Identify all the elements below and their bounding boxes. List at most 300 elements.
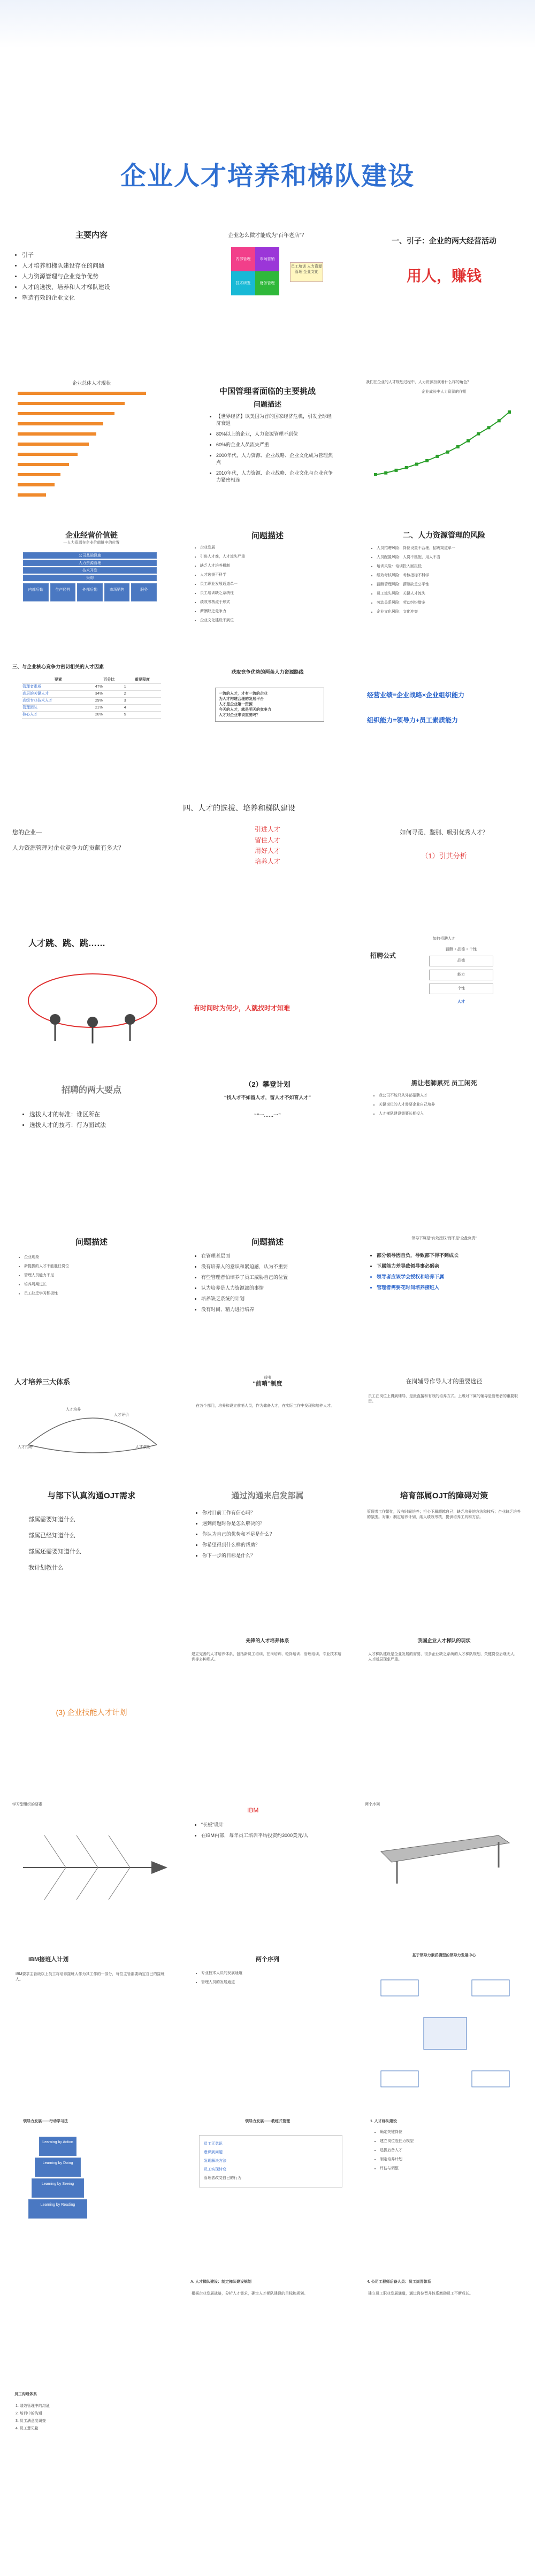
value-chain-box: 服务: [131, 583, 157, 601]
slide-body: 根据企业发展战略，分析人才需求，确定人才梯队建设的目标和规划。: [192, 2292, 308, 2296]
list-item: • 2010年代，人力资源、企业战略、企业文化与企业竞争力紧密相连: [216, 470, 336, 484]
slide-recruit-points: [7, 1076, 176, 1193]
slide-heading: 中国管理者面临的主要挑战: [219, 387, 316, 396]
table-header-row: [22, 677, 161, 684]
system-node: 人才激励: [135, 1445, 150, 1449]
slide-heading: 学习型组织的要素: [12, 1803, 42, 1807]
question-text: 企业怎么做才能成为“百年老店”？: [228, 233, 307, 239]
slide-problem-2: [7, 1225, 176, 1365]
list-item: • 选拔人才的标准：谁区所在: [29, 1111, 176, 1118]
slide-body: 建立员工职业发展通道，通过岗位晋升体系激励员工不断成长。: [368, 2292, 473, 2296]
data-point: [456, 445, 460, 448]
system-node: 人才培养: [66, 1408, 81, 1412]
slide-heading: “前哨”制度: [253, 1381, 282, 1387]
question-text: 如何寻觅、鉴别、吸引优秀人才？: [400, 829, 488, 836]
slide-heading: 1. 人才梯队建设: [370, 2120, 397, 2123]
value-chain-bottom: [23, 583, 157, 601]
slide-heading: 招聘公式: [370, 952, 396, 959]
slide-body: 建立完善的人才培养体系，包括新员工培训、在岗培训、轮岗培训、管理培训、专业技术培训等多种形式。: [192, 1652, 341, 1662]
slide-talent-status: [7, 375, 176, 499]
list-item: 部属已经知道什么: [28, 1533, 75, 1539]
slide-boss-tired: [360, 1076, 529, 1193]
list-item: 为人才构建合理的发展平台: [219, 697, 264, 701]
slide-heading: 领导力发展——行动学习法: [23, 2120, 68, 2123]
table-cell: 21%: [95, 706, 103, 710]
quadrant-label: 市场营销: [259, 257, 275, 261]
sequence-list: [195, 1971, 343, 1985]
slide-heading: 我国企业人才梯队的现状: [417, 1638, 471, 1643]
list-item: • 人才的选拔、培养和人才梯队建设: [22, 284, 176, 291]
cycle-item: 用好人才: [254, 847, 280, 855]
slide-leadership-center: [360, 1948, 529, 2108]
list-item: • 建立岗位胜任力模型: [380, 2139, 520, 2144]
bar: [18, 392, 146, 395]
leadership-model-diagram: [376, 1975, 515, 2092]
slide-hr-route: [183, 658, 352, 783]
slide-heading: 两个序列: [256, 1956, 279, 1963]
formula-line: 组织能力=领导力+员工素质能力: [367, 717, 458, 724]
page-title: 企业人才培养和梯队建设: [120, 162, 415, 190]
side-note: 员工培训 人力资源管理 企业文化: [290, 262, 323, 282]
column-header: 要素: [54, 678, 62, 682]
value-chain-box: 采购: [23, 575, 157, 581]
slide-hr-risk: [360, 519, 529, 644]
slide-formula: [360, 658, 529, 783]
slide-coaching: [183, 2114, 352, 2263]
data-point: [477, 432, 480, 436]
table-cell: 20%: [95, 713, 103, 717]
recruit-points-list: [23, 1111, 176, 1129]
column-header: 重要程度: [134, 678, 150, 682]
route-box: [215, 688, 324, 722]
slide-contents: [7, 225, 176, 349]
list-item: • 绩效考核风险：考核指标不科学: [377, 573, 520, 578]
problem-list: [18, 1255, 165, 1297]
list-item: 今天的人才，就是明天的竞争力: [219, 708, 271, 712]
learning-level: Learning by Reading: [28, 2199, 87, 2219]
slide-challenges: [183, 375, 352, 499]
data-point: [446, 451, 449, 454]
slide-heading: 问题描述: [251, 531, 284, 540]
list-item: 一流的人才，才有一流的企业: [219, 692, 268, 696]
slide-learning-org: [7, 1798, 176, 1937]
slide-body: 有时间时为何少，人就找时才知难: [194, 1004, 291, 1012]
challenge-list: [210, 413, 336, 484]
data-point: [487, 426, 491, 429]
quadrant-label: 技术研发: [235, 281, 251, 285]
slide-heading: 三、与企业核心竞争力密切相关的人才因素: [12, 664, 104, 669]
list-item: • 培训风险：培训投入回报低: [377, 564, 520, 569]
slide-intro: [360, 225, 529, 349]
list-item: • 制定培养计划: [380, 2157, 520, 2162]
list-item: 人才是企业第一资源: [219, 703, 253, 706]
problem-list: [195, 1253, 341, 1313]
bar-chart: [18, 391, 157, 499]
learning-level: Learning by Action: [39, 2137, 77, 2156]
slide-echelon-plan: [183, 2274, 352, 2381]
slide-heading: IBM接班人计划: [28, 1956, 69, 1963]
echelon-list: [373, 2130, 520, 2171]
answer-text: （1）引其分析: [421, 852, 467, 860]
chart-title: 企业成长中人力资源的作用: [422, 390, 467, 394]
list-item: 1. 绩效管理中的沟通: [16, 2404, 50, 2408]
slide-label: 前哨: [264, 1376, 271, 1380]
slide-heading: IBM: [247, 1807, 259, 1814]
table-cell: 核心人才: [22, 713, 37, 717]
list-item: • 没有时间、精力进行培养: [201, 1306, 341, 1313]
ojt-list: [28, 1512, 176, 1576]
table-row: [22, 705, 161, 712]
slide-body: 人力资源管理对企业竞争力的贡献有多大？: [12, 845, 124, 851]
list-item: 部属需要知道什么: [28, 1516, 75, 1523]
list-item: • 员工流失风险：关键人才流失: [377, 591, 520, 597]
slide-heading: 一、引子：企业的两大经营活动: [392, 237, 496, 245]
jumping-people-illustration: [12, 969, 173, 1049]
table-cell: 1: [124, 685, 126, 689]
data-point: [374, 473, 377, 476]
list-item: • 企业现象: [24, 1255, 165, 1260]
slide-heading: 主要内容: [75, 231, 108, 240]
slide-job-hopping: [7, 910, 176, 1070]
list-item: • 评估与调整: [380, 2166, 520, 2171]
data-point: [425, 459, 429, 462]
table-cell: 4: [124, 706, 126, 710]
table-cell: 高层的关键人才: [22, 692, 49, 696]
slide-heading: 黑让老師累死 员工闲死: [411, 1079, 477, 1087]
list-item: • 在管理者层面: [201, 1253, 341, 1260]
bar: [18, 463, 69, 466]
slide-delegation: [360, 1225, 529, 1365]
slide-heading: 领导下属是“有效授权”而不是“全盘负责”: [411, 1237, 477, 1240]
list-item: • 80%以上的企业，人力资源管理不到位: [216, 431, 336, 438]
list-item: • 绩效考核流于形式: [200, 600, 341, 605]
list-item: • 部分领导因自负，导致部下得不到成长: [377, 1252, 520, 1259]
formula-box: 能力: [429, 970, 493, 980]
list-item: • 缺乏人才培养机制: [200, 563, 341, 569]
value-chain-box: 外部后勤: [77, 583, 103, 601]
cycle-item: 留住人才: [254, 836, 280, 844]
section-heading: 四、人才的选拔、培养和梯队建设: [183, 804, 295, 812]
slide-heading: 获取竞争优势的两条人力资源路线: [231, 669, 304, 675]
list-item: • 企业文化建设不到位: [200, 618, 341, 623]
slide-heading: 基于领导力素质模型的领导力发展中心: [412, 1954, 476, 1957]
list-item: • 管理者需要花时间培养接班人: [377, 1284, 520, 1291]
slide-problem-3: [183, 1225, 352, 1365]
slogan: 用人，赚钱: [406, 268, 482, 284]
slide-heading: 员工沟通体系: [14, 2392, 37, 2396]
bar: [18, 432, 96, 436]
list-item: • 60%的企业人员流失严重: [216, 441, 336, 448]
learning-level: Learning by Seeing: [32, 2178, 84, 2198]
slide-problem-description: [183, 519, 352, 644]
slide-ibm: [183, 1798, 352, 1937]
coaching-steps: [199, 2135, 342, 2188]
list-item: 我计划教什么: [28, 1565, 64, 1571]
slide-heading: 培育部属OJT的障碍对策: [400, 1491, 488, 1500]
value-chain-box: 内部后勤: [23, 583, 49, 601]
quadrant-label: 内部管理: [235, 257, 251, 261]
contents-list: [16, 252, 176, 302]
bar: [18, 493, 46, 497]
data-point: [467, 439, 470, 443]
bar: [18, 422, 103, 425]
table-cell: 34%: [95, 692, 103, 696]
list-item: • 劳动关系风险：劳动纠纷增多: [377, 600, 520, 606]
value-chain-box: 技术开发: [23, 567, 157, 574]
list-item: • 你对目前工作有信心吗？: [202, 1510, 341, 1516]
list-item: • 人员配置风险：人岗不匹配，用人不当: [377, 555, 520, 560]
data-point: [415, 463, 418, 466]
list-item: • 引子: [22, 252, 176, 259]
caption: 我们在企业的人才规划过程中，人力资源扮演着什么样的角色？: [366, 380, 471, 384]
value-chain-top: [23, 551, 157, 582]
slide-ojt-needs: [7, 1482, 176, 1621]
communication-list: [196, 1510, 341, 1559]
list-item: • 薪酬管理风险：薪酬缺乏公平性: [377, 582, 520, 588]
slide-heading: 人才培养三大体系: [14, 1378, 71, 1386]
list-item: • 选拔人才的技巧：行为面试法: [29, 1122, 176, 1129]
learning-level: Learning by Doing: [35, 2158, 81, 2177]
data-point: [435, 455, 439, 458]
list-item: • 塑造有效的企业文化: [22, 295, 176, 302]
boss-list: [372, 1093, 518, 1117]
list-item: • 专业技术人员的发展通道: [201, 1971, 343, 1976]
list-item: • 认为培养是人力资源部的事情: [201, 1285, 341, 1292]
slide-heading: 通过沟通来启发部属: [231, 1491, 304, 1500]
data-point: [498, 419, 501, 422]
slide-heading: (3) 企业技能人才计划: [56, 1708, 127, 1717]
slide-three-systems: [7, 1370, 176, 1477]
formula-line: 经营业绩=企业战略×企业组织能力: [367, 691, 465, 699]
slide-heading: 人才跳、跳、跳……: [28, 939, 106, 948]
slide-body: 员工在岗位上得到辅导，是最直接和有效的培养方式。上级对下属的辅导是管理者的重要职责。: [368, 1394, 518, 1404]
list-item: • 培养周期过长: [24, 1282, 165, 1287]
slide-heading: 与部下认真沟通OJT需求: [47, 1491, 136, 1500]
list-item: • 【世界经济】以美国为首的国家经济危机，引发全球经济衰退: [216, 413, 336, 427]
list-item: • 管理人员能力不足: [24, 1273, 165, 1278]
slide-echelon-status: [360, 1632, 529, 1793]
slide-outpost: [183, 1370, 352, 1477]
system-node: 人才评价: [114, 1413, 129, 1417]
slide-heading: （2）攀登计划: [244, 1080, 291, 1088]
slide-quote: “找人才不如留人才，留人才不如育人才”: [224, 1095, 311, 1100]
slide-attract: [360, 819, 529, 883]
slide-subheading: 问题描述: [253, 400, 281, 408]
slide-bench-image: [360, 1798, 529, 1937]
table-cell: 高级专业技术人才: [22, 699, 52, 703]
list-item: • 企业发展: [200, 545, 341, 551]
list-item: 部属还需要知道什么: [28, 1549, 81, 1555]
table-cell: 管理者素质: [22, 685, 41, 689]
slide-recruit-formula: [360, 910, 529, 1070]
long-table-illustration: [376, 1830, 515, 1894]
slide-communication: [183, 1482, 352, 1621]
list-item: • 人员招聘风险：岗位设置不合理，招聘渠道单一: [377, 546, 520, 551]
cycle-item: 培养人才: [254, 858, 280, 865]
system-node: 人才招聘: [18, 1445, 33, 1449]
value-chain-box: 人力资源管理: [23, 560, 157, 566]
list-item: • 下属能力差导致领导事必躬亲: [377, 1263, 520, 1270]
slide-subheading: —人力资源在企业价值链中的位置: [63, 541, 120, 545]
list-item: • 员工培训缺乏系统性: [200, 591, 341, 596]
slide-your-company: [7, 819, 176, 883]
growth-chart-svg: [370, 407, 515, 487]
slide-climb-plan: [183, 1076, 352, 1193]
slide-heading: 二、人力资源管理的风险: [403, 531, 485, 539]
slide-onjob-coaching: [360, 1370, 529, 1477]
list-item: • 领导者应该学会授权和培养下属: [377, 1274, 520, 1281]
page-header-band: [0, 0, 535, 48]
list-item: • 薪酬缺乏竞争力: [200, 609, 341, 614]
quadrant-grid: [231, 247, 279, 295]
list-item: • 你认为自己的优势和不足是什么？: [202, 1531, 341, 1538]
communication-system-list: [16, 2403, 167, 2433]
slide-heading: 4. 公司工程师后备人员：员工岗晋体系: [367, 2280, 431, 2284]
fishbone-diagram: [12, 1814, 173, 1921]
ibm-list: [195, 1822, 343, 1839]
data-point: [394, 469, 398, 472]
problem-list: [194, 545, 341, 623]
bar: [18, 412, 114, 415]
column-header: 百分比: [103, 678, 115, 682]
list-item: 3. 员工满意度调查: [16, 2419, 46, 2423]
bar: [18, 473, 60, 476]
slide-heading: 领导力发展——教练式管理: [245, 2120, 290, 2123]
bar: [18, 402, 125, 405]
list-item: 发现解决方法: [204, 2159, 226, 2163]
slide-talent-cycle: [183, 819, 352, 883]
list-item: 员工无意识: [204, 2142, 223, 2146]
table-cell: 5: [124, 713, 126, 717]
data-point: [384, 471, 387, 475]
data-point: [508, 410, 511, 414]
system-cycle-diagram: [18, 1402, 167, 1461]
list-item: • 你希望得到什么样的帮助？: [202, 1542, 341, 1549]
slide-value-chain: [7, 519, 176, 644]
list-item: • 人才梯队建设需要长期投入: [379, 1111, 518, 1117]
formula-label: 如何招聘人才: [433, 937, 455, 941]
table-cell: 29%: [95, 699, 103, 703]
slide-growth-chart: [360, 375, 529, 499]
list-item: • 遇到问题时你是怎么解决的？: [202, 1520, 341, 1527]
slide-body: 管理者工作繁忙，没有时间培养；担心下属超越自己；缺乏培养的方法和技巧；企业缺乏培养的氛围。对策：制定培养计划，纳入绩效考核，提供培养工具和方法。: [367, 1510, 521, 1519]
list-item: 4. 员工意见箱: [16, 2427, 39, 2430]
value-chain-box: 公司基础设施: [23, 552, 157, 559]
table-row: [22, 698, 161, 705]
slide-body: 在各个部门，培养和设立前哨人员，作为储备人才，在实际工作中发现和培养人才。: [196, 1404, 334, 1408]
list-item: • 关键岗位的人才需要企业自己培养: [379, 1102, 518, 1108]
list-item: • 我公司不能只从外部招聘人才: [379, 1093, 518, 1099]
list-item: • “长板”设计: [201, 1822, 343, 1828]
formula-result: 人才: [457, 1000, 465, 1004]
list-item: • 选拔后备人才: [380, 2148, 520, 2153]
list-item: • 管理人员的发展通道: [201, 1980, 343, 1985]
list-item: • 培养缺乏系统的计划: [201, 1295, 341, 1302]
list-item: 人才对企业来说重要吗？: [219, 713, 260, 717]
list-item: 2. 培训中的沟通: [16, 2412, 42, 2415]
risk-list: [370, 546, 520, 615]
slide-action-learning: [7, 2114, 176, 2263]
slide-two-sequences: [183, 1948, 352, 2108]
bar: [18, 483, 55, 486]
formula-diagram: [429, 947, 493, 1005]
slide-heading: A. 人才梯队建设：制定梯队建设规划: [190, 2280, 251, 2284]
bar: [18, 443, 89, 446]
table-cell: 3: [124, 699, 126, 703]
series-line: [376, 412, 509, 475]
table-cell: 47%: [95, 685, 103, 689]
slide-skill-plan: [7, 1632, 176, 1793]
list-item: • 人才选拔不科学: [200, 573, 341, 578]
learning-pyramid: [28, 2135, 87, 2220]
value-chain-box: 生产经营: [50, 583, 76, 601]
list-item: • 引进人才难，人才流失严重: [200, 554, 341, 560]
table-row: [22, 684, 161, 691]
table-row: [22, 712, 161, 719]
slide-body: IBM要求主管级以上员工将培养接班人作为其工作的一部分，每位主管都要确定自己的接班人。: [16, 1972, 165, 1981]
slide-heading: 企业经营价值链: [65, 531, 118, 539]
slide-body: 人才梯队建设是企业发展的需要，很多企业缺乏系统的人才梯队规划，关键岗位后继无人，人才断层现象严重。: [368, 1652, 518, 1662]
list-item: • 在IBM内部，每年员工培训平均投资约3000美元/人: [201, 1832, 343, 1839]
slide-quote: ““一……一”: [254, 1112, 281, 1118]
table-cell: 管理团队: [22, 706, 37, 710]
slide-heading: 问题描述: [251, 1238, 284, 1247]
list-item: • 人才培养和梯队建设存在的问题: [22, 263, 176, 270]
list-item: • 人力资源管理与企业竞争优势: [22, 273, 176, 280]
data-point: [405, 466, 408, 469]
value-chain-box: 市场销售: [104, 583, 130, 601]
list-item: • 员工缺乏学习积极性: [24, 1291, 165, 1297]
quadrant-label: 财务管理: [259, 281, 275, 285]
list-item: 意识到问题: [204, 2151, 223, 2154]
slide-communication-system: [7, 2387, 176, 2547]
slide-talent-factors: [7, 658, 176, 783]
delegation-list: [370, 1252, 520, 1291]
slide-ibm-succession: [7, 1948, 176, 2108]
list-item: • 确定关键岗位: [380, 2130, 520, 2135]
slide-heading: 您的企业—: [12, 829, 42, 836]
talent-cycle: [183, 824, 352, 867]
slide-promotion-system: [360, 2274, 529, 2381]
slide-heading: 两个序列: [365, 1803, 380, 1807]
list-item: • 没有培养人的意识和紧迫感，认为不重要: [201, 1263, 341, 1270]
factor-table: [22, 677, 161, 719]
list-item: • 2000年代，人力资源、企业战略、企业文化成为管理焦点: [216, 452, 336, 466]
formula-box: 品德: [429, 956, 493, 966]
list-item: • 企业文化风险：文化冲突: [377, 609, 520, 615]
slide-heading: 在岗辅导作导人才的重要途径: [406, 1378, 483, 1385]
slide-heading: 招聘的两大要点: [61, 1086, 121, 1095]
list-item: 员工实现转变: [204, 2168, 226, 2171]
list-item: • 新提拔的人才不能胜任岗位: [24, 1264, 165, 1269]
slide-pioneer-system: [183, 1632, 352, 1793]
list-item: • 员工职业发展通道单一: [200, 582, 341, 587]
list-item: • 有些管理者怕培养了员工威胁自己的位置: [201, 1274, 341, 1281]
slide-heading: 问题描述: [75, 1238, 108, 1247]
slide-century-company: [183, 225, 352, 349]
formula-label: 薪酬 + 品德 + 个性: [446, 948, 477, 951]
slide-echelon-build: [360, 2114, 529, 2263]
table-cell: 2: [124, 692, 126, 696]
chart-heading: 企业总体人才现状: [72, 380, 111, 386]
table-row: [22, 691, 161, 698]
slide-heading: 先锋的人才培养体系: [246, 1638, 289, 1643]
slide-ojt-barriers: [360, 1482, 529, 1621]
formula-box: 个性: [429, 984, 493, 994]
list-item: • 你下一步的目标是什么？: [202, 1552, 341, 1559]
cycle-item: 引进人才: [254, 826, 280, 833]
bar: [18, 453, 78, 456]
